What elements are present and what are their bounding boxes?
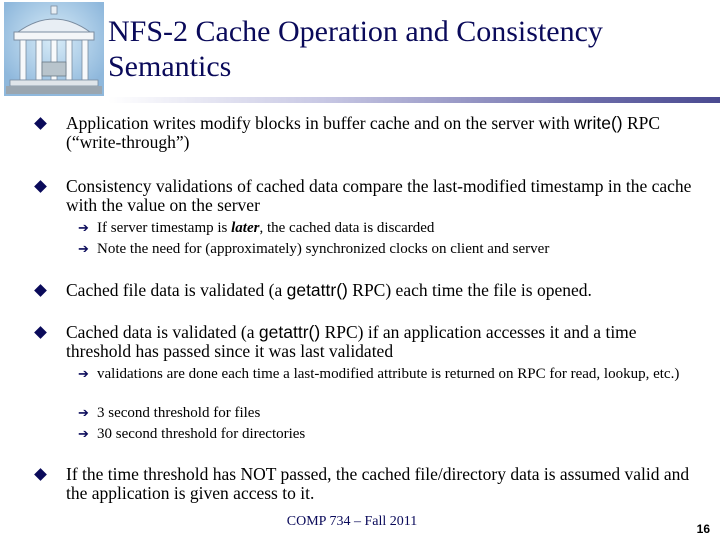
bullet-text: Cached data is validated (a getattr() RPC) if an application accesses it and a time threshold has passed since it was last validated (66, 322, 637, 361)
sub-bullet-item (78, 365, 697, 383)
bullet-text: Cached file data is validated (a getattr() RPC) each time the file is opened. (66, 280, 592, 300)
sub-bullet-text: 30 second threshold for directories (97, 426, 306, 442)
arrow-right-icon: ➔ (78, 220, 89, 235)
sub-bullet-text: 3 second threshold for files (97, 405, 261, 421)
arrow-right-icon: ➔ (78, 426, 89, 441)
footer-course: COMP 734 – Fall 2011 (286, 514, 418, 529)
bullet-text: Consistency validations of cached data compare the last-modified timestamp in the cache with the value on the server (66, 176, 692, 215)
diamond-icon (34, 284, 47, 297)
sub-bullet-item (78, 404, 697, 422)
bullet-item (66, 281, 696, 300)
bullet-item (66, 465, 696, 503)
bullet-text: If the time threshold has NOT passed, the cached file/directory data is assumed valid and the application is given access to it. (66, 464, 690, 503)
bullet-item (66, 177, 696, 215)
diamond-icon (34, 117, 47, 130)
bullet-item (66, 323, 696, 361)
sub-bullet-item (78, 425, 697, 443)
sub-bullet-text: Note the need for (approximately) synchronized clocks on client and server (97, 241, 550, 257)
arrow-right-icon: ➔ (78, 241, 89, 256)
sub-bullet-text: validations are done each time a last-modified attribute is returned on RPC for read, lookup, etc.) (97, 366, 680, 382)
sub-bullet-text: If server timestamp is later, the cached data is discarded (97, 220, 435, 236)
sub-bullet-item (78, 240, 697, 258)
diamond-icon (34, 468, 47, 481)
bullet-item (66, 114, 696, 152)
slide-title: NFS-2 Cache Operation and Consistency Semantics (108, 15, 603, 83)
arrow-right-icon: ➔ (78, 366, 89, 381)
diamond-icon (34, 180, 47, 193)
page-number: 16 (696, 522, 710, 536)
sub-bullet-item (78, 219, 697, 237)
arrow-right-icon: ➔ (78, 405, 89, 420)
diamond-icon (34, 326, 47, 339)
bullet-text: Application writes modify blocks in buffer cache and on the server with write() RPC (“write-through”) (66, 113, 661, 152)
